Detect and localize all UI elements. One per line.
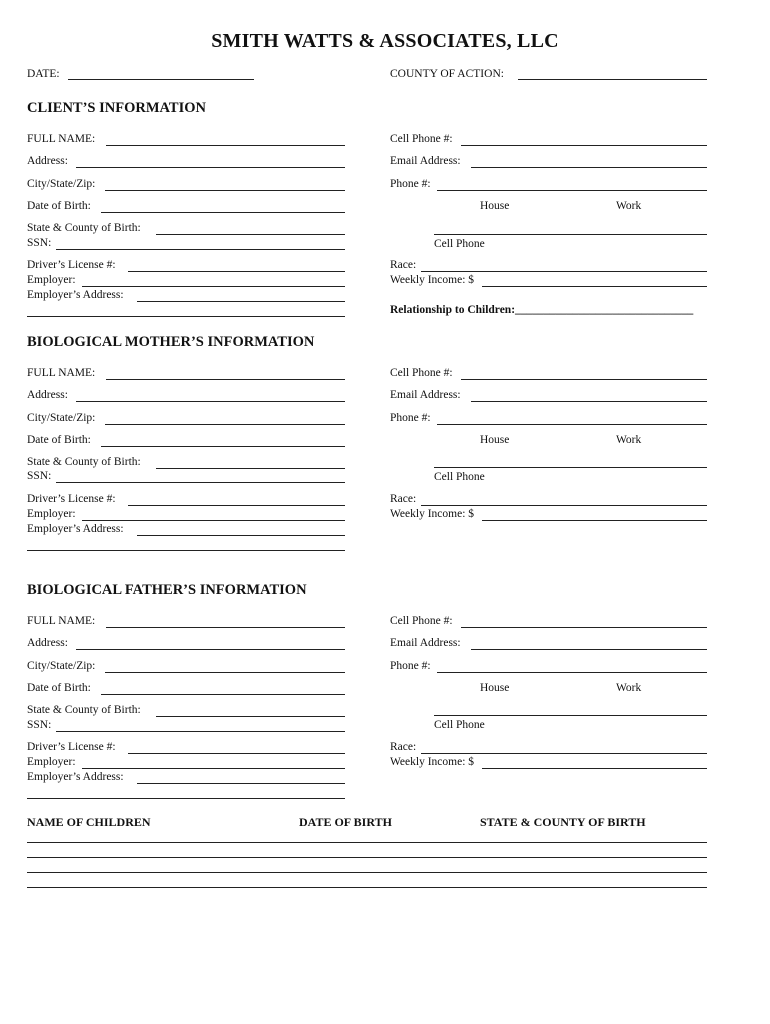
father-cell-phone-label: Cell Phone bbox=[434, 719, 485, 731]
father-phone-field[interactable] bbox=[437, 672, 707, 673]
relationship-to-children[interactable]: Relationship to Children:_______________________________ bbox=[390, 304, 694, 316]
mother-income-field[interactable] bbox=[482, 520, 707, 521]
client-income-field[interactable] bbox=[482, 286, 707, 287]
client-cell-phone-label: Cell Phone bbox=[434, 238, 485, 250]
client-employer-address-field[interactable] bbox=[137, 301, 345, 302]
father-full-name-label: FULL NAME: bbox=[27, 615, 96, 627]
father-cell-label: Cell Phone #: bbox=[390, 615, 453, 627]
client-phone-label: Phone #: bbox=[390, 178, 431, 190]
client-email-field[interactable] bbox=[471, 167, 707, 168]
children-name-column-header: NAME OF CHILDREN bbox=[27, 815, 151, 829]
mother-house-label: House bbox=[480, 434, 510, 446]
mother-race-label: Race: bbox=[390, 493, 417, 505]
father-address-label: Address: bbox=[27, 637, 68, 649]
client-city-label: City/State/Zip: bbox=[27, 178, 96, 190]
father-cell-field[interactable] bbox=[461, 627, 707, 628]
client-race-field[interactable] bbox=[421, 271, 707, 272]
form-title: SMITH WATTS & ASSOCIATES, LLC bbox=[211, 30, 559, 52]
mother-dl-label: Driver’s License #: bbox=[27, 493, 116, 505]
father-employer-address-field[interactable] bbox=[137, 783, 345, 784]
father-email-field[interactable] bbox=[471, 649, 707, 650]
client-phone-field[interactable] bbox=[437, 190, 707, 191]
mother-dob-label: Date of Birth: bbox=[27, 434, 91, 446]
client-cell-field[interactable] bbox=[461, 145, 707, 146]
father-house-label: House bbox=[480, 682, 510, 694]
date-label: DATE: bbox=[27, 68, 60, 80]
father-race-field[interactable] bbox=[421, 753, 707, 754]
mother-cell-field[interactable] bbox=[461, 379, 707, 380]
client-employer-label: Employer: bbox=[27, 274, 76, 286]
county-of-action-label: COUNTY OF ACTION: bbox=[390, 68, 504, 80]
client-dob-field[interactable] bbox=[101, 212, 345, 213]
mother-employer-field[interactable] bbox=[82, 520, 345, 521]
mother-dob-field[interactable] bbox=[101, 446, 345, 447]
client-address-label: Address: bbox=[27, 155, 68, 167]
mother-address-label: Address: bbox=[27, 389, 68, 401]
mother-city-label: City/State/Zip: bbox=[27, 412, 96, 424]
client-full-name-label: FULL NAME: bbox=[27, 133, 96, 145]
client-email-label: Email Address: bbox=[390, 155, 461, 167]
client-city-field[interactable] bbox=[105, 190, 345, 191]
client-employer-address-label: Employer’s Address: bbox=[27, 289, 124, 301]
mother-state-county-label: State & County of Birth: bbox=[27, 456, 141, 468]
mother-employer-label: Employer: bbox=[27, 508, 76, 520]
father-state-county-field[interactable] bbox=[156, 716, 345, 717]
mother-city-field[interactable] bbox=[105, 424, 345, 425]
father-race-label: Race: bbox=[390, 741, 417, 753]
mother-cell-phone-label: Cell Phone bbox=[434, 471, 485, 483]
father-dob-label: Date of Birth: bbox=[27, 682, 91, 694]
client-cell-phone-field[interactable] bbox=[434, 234, 707, 235]
mother-work-label: Work bbox=[616, 434, 642, 446]
client-dob-label: Date of Birth: bbox=[27, 200, 91, 212]
father-income-label: Weekly Income: $ bbox=[390, 756, 475, 768]
father-employer-field[interactable] bbox=[82, 768, 345, 769]
mother-cell-label: Cell Phone #: bbox=[390, 367, 453, 379]
father-cell-phone-field[interactable] bbox=[434, 715, 707, 716]
client-income-label: Weekly Income: $ bbox=[390, 274, 475, 286]
father-city-field[interactable] bbox=[105, 672, 345, 673]
father-ssn-label: SSN: bbox=[27, 719, 52, 731]
father-email-label: Email Address: bbox=[390, 637, 461, 649]
client-address-field[interactable] bbox=[76, 167, 345, 168]
father-ssn-field[interactable] bbox=[56, 731, 345, 732]
children-row-line[interactable] bbox=[27, 872, 707, 873]
mother-section-heading: BIOLOGICAL MOTHER’S INFORMATION bbox=[27, 334, 315, 350]
father-employer-address-line2[interactable] bbox=[27, 798, 345, 799]
client-full-name-field[interactable] bbox=[106, 145, 345, 146]
children-row-line[interactable] bbox=[27, 887, 707, 888]
children-state-column-header: STATE & COUNTY OF BIRTH bbox=[480, 815, 646, 829]
client-cell-label: Cell Phone #: bbox=[390, 133, 453, 145]
mother-state-county-field[interactable] bbox=[156, 468, 345, 469]
father-state-county-label: State & County of Birth: bbox=[27, 704, 141, 716]
father-full-name-field[interactable] bbox=[106, 627, 345, 628]
father-address-field[interactable] bbox=[76, 649, 345, 650]
father-income-field[interactable] bbox=[482, 768, 707, 769]
mother-full-name-label: FULL NAME: bbox=[27, 367, 96, 379]
children-row-line[interactable] bbox=[27, 857, 707, 858]
county-of-action-field[interactable] bbox=[518, 79, 707, 80]
children-dob-column-header: DATE OF BIRTH bbox=[299, 815, 392, 829]
father-employer-address-label: Employer’s Address: bbox=[27, 771, 124, 783]
children-row-line[interactable] bbox=[27, 842, 707, 843]
mother-cell-phone-field[interactable] bbox=[434, 467, 707, 468]
mother-dl-field[interactable] bbox=[128, 505, 345, 506]
client-state-county-field[interactable] bbox=[156, 234, 345, 235]
mother-address-field[interactable] bbox=[76, 401, 345, 402]
client-section-heading: CLIENT’S INFORMATION bbox=[27, 100, 206, 116]
father-dob-field[interactable] bbox=[101, 694, 345, 695]
client-work-label: Work bbox=[616, 200, 642, 212]
father-city-label: City/State/Zip: bbox=[27, 660, 96, 672]
father-phone-label: Phone #: bbox=[390, 660, 431, 672]
mother-phone-label: Phone #: bbox=[390, 412, 431, 424]
client-employer-field[interactable] bbox=[82, 286, 345, 287]
mother-employer-address-label: Employer’s Address: bbox=[27, 523, 124, 535]
father-dl-field[interactable] bbox=[128, 753, 345, 754]
mother-ssn-label: SSN: bbox=[27, 470, 52, 482]
client-race-label: Race: bbox=[390, 259, 417, 271]
mother-employer-address-line2[interactable] bbox=[27, 550, 345, 551]
mother-employer-address-field[interactable] bbox=[137, 535, 345, 536]
father-employer-label: Employer: bbox=[27, 756, 76, 768]
date-field[interactable] bbox=[68, 79, 254, 80]
mother-full-name-field[interactable] bbox=[106, 379, 345, 380]
client-house-label: House bbox=[480, 200, 510, 212]
father-section-heading: BIOLOGICAL FATHER’S INFORMATION bbox=[27, 582, 307, 598]
mother-email-label: Email Address: bbox=[390, 389, 461, 401]
client-ssn-field[interactable] bbox=[56, 249, 345, 250]
father-dl-label: Driver’s License #: bbox=[27, 741, 116, 753]
mother-email-field[interactable] bbox=[471, 401, 707, 402]
father-work-label: Work bbox=[616, 682, 642, 694]
client-employer-address-line2[interactable] bbox=[27, 316, 345, 317]
client-ssn-label: SSN: bbox=[27, 237, 52, 249]
mother-ssn-field[interactable] bbox=[56, 482, 345, 483]
client-state-county-label: State & County of Birth: bbox=[27, 222, 141, 234]
mother-phone-field[interactable] bbox=[437, 424, 707, 425]
mother-race-field[interactable] bbox=[421, 505, 707, 506]
client-dl-label: Driver’s License #: bbox=[27, 259, 116, 271]
mother-income-label: Weekly Income: $ bbox=[390, 508, 475, 520]
client-dl-field[interactable] bbox=[128, 271, 345, 272]
